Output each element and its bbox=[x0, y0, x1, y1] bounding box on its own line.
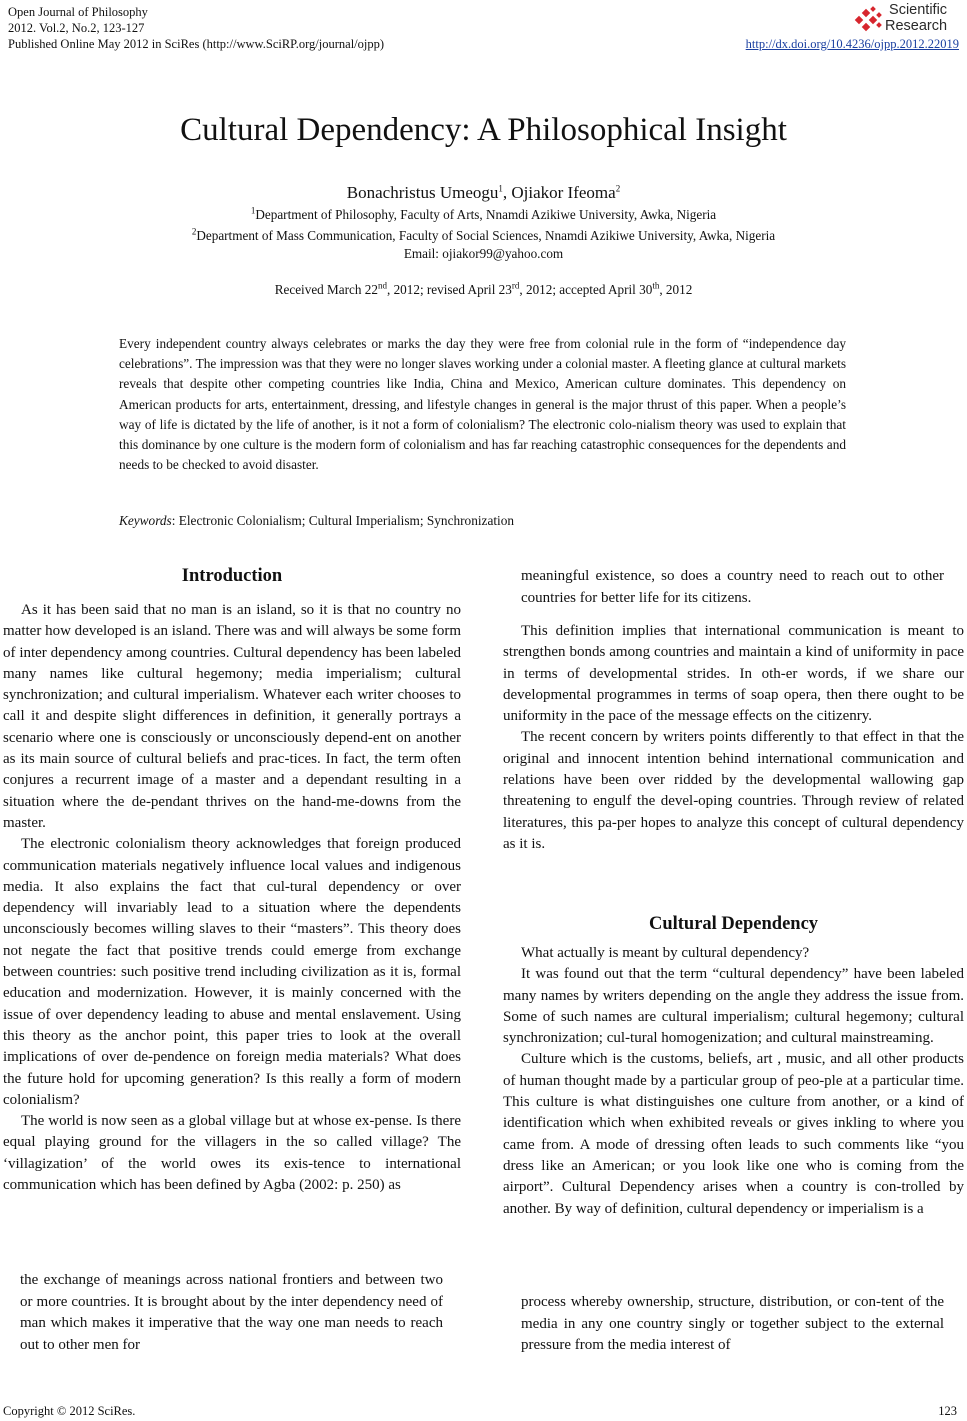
logo-line-1: Scientific bbox=[889, 2, 948, 18]
author-separator: , bbox=[502, 183, 512, 202]
affiliation-2 bbox=[0, 227, 967, 245]
affiliation-2-text: Department of Mass Communication, Faculty of Social Sciences, Nnamdi Azikiwe University, Awka, Nigeria bbox=[196, 228, 776, 243]
block-quote-agba-continued: meaningful existence, so does a country need to reach out to other countries for better life for its citizens. bbox=[521, 568, 944, 606]
author-2: Ojiakor Ifeoma bbox=[511, 183, 616, 202]
keywords-text: : Electronic Colonialism; Cultural Imperialism; Synchronization bbox=[171, 513, 515, 528]
paper-title: Cultural Dependency: A Philosophical Insight bbox=[180, 112, 787, 148]
right-paragraph-4: It was found out that the term “cultural dependency” have been labeled many names by writers depending on the angle they address the issue from. Some of such names are cultural imperialism; cultural hegemony; cultural synchronization; cul-tural homogenization; and cultural mainstreaming. bbox=[503, 966, 964, 1047]
keywords-label: Keywords bbox=[119, 513, 172, 528]
right-paragraph-2: The recent concern by writers points differently to that effect in that the original and innocent intention behind international communication and relations have been over ridded by the developmental wallowing gap threatening to engulf the devel-oping countries. Through review of related literatures, this pa-per hopes to analyze this concept of cultural dependency as it is. bbox=[503, 729, 964, 852]
intro-paragraph-2: The electronic colonialism theory acknowledges that foreign produced communication materials negatively influence local values and indigenous media. It also explains the fact that cul-tural dependency or over dependency will invariably lead to a situation where the dependents unconsciously becomes willing slaves to their “masters”. This theory does not negate the fact that positive trends could emerge from exchange between countries: such positive trend including civilization as it is, formal education and modernization. However, it is mainly concerned with the issue of over dependency leading to abuse and mental enslavement. Using this theory as the anchor point, this paper tries to look at the overall implications of over de-pendence on foreign media materials? What does the future hold for upcoming generation? Is this really a form of modern colonialism? bbox=[3, 836, 461, 1108]
page-number: 123 bbox=[938, 1404, 957, 1418]
right-column-top bbox=[503, 621, 964, 855]
received-sup: nd bbox=[377, 280, 387, 291]
block-quote-agba: the exchange of meanings across national frontiers and between two or more countries. It is brought about by the inter dependency need of man which makes it imperative that the way one man needs to reach out to other men for bbox=[20, 1272, 443, 1353]
keywords bbox=[119, 511, 846, 531]
author-list bbox=[0, 182, 967, 204]
affiliation-2-sup: 2 bbox=[191, 226, 197, 237]
affiliation-1 bbox=[0, 206, 967, 224]
right-column-bottom bbox=[503, 943, 964, 1220]
submission-dates bbox=[0, 280, 967, 300]
journal-volume: 2012. Vol.2, No.2, 123-127 bbox=[8, 21, 145, 35]
journal-header bbox=[8, 4, 384, 52]
journal-name: Open Journal of Philosophy bbox=[8, 5, 148, 19]
publication-info: Published Online May 2012 in SciRes (http://www.SciRP.org/journal/ojpp) bbox=[8, 37, 385, 51]
affiliation-1-sup: 1 bbox=[250, 205, 256, 216]
author-1: Bonachristus Umeogu bbox=[346, 183, 499, 202]
scientific-research-logo bbox=[853, 2, 959, 36]
right-paragraph-1: This definition implies that international communication is meant to strengthen bonds among countries and maintain a kind of uniformity in pace in terms of developmental strides. In oth-er words, if we share our developmental programmes in terms of soap opera, then there ought to be uniformity in the pace of the message effects on the citizenry. bbox=[503, 623, 964, 725]
abstract: Every independent country always celebrates or marks the day they were free from colonial rule in the form of “independence day celebrations”. The impression was that they were no longer slaves working under a colonial master. A fleeting glance at cultural markets reveals that despite other competing countries like India, China and Mexico, American culture dominates. This dependency on American products for arts, entertainment, dressing, and lifestyle changes in general is the major thrust of this paper. When a people’s way of life is dictated by the life of another, is it not a form of colonialism? The electronic colo-nialism theory was used to explain that this dominance by one culture is the modern form of colonialism and has far reaching catastrophic consequences for the dependents and needs to be checked to avoid disaster. bbox=[119, 336, 846, 473]
accepted-sup: th bbox=[652, 280, 660, 291]
right-paragraph-5: Culture which is the customs, beliefs, art , music, and all other products of human thought made by a particular group of peo-ple at a particular time. This culture is what distinguishes one culture from another, or a kind of identification which when exhibited reveals or gives inkling to where you came from. A mode of dressing often leads to such comments like “you dress like an American; or you look like one who is coming from the airport”. Cultural Dependency arises when a country is con-trolled by another. By way of definition, cultural dependency or imperialism is a bbox=[503, 1051, 964, 1217]
revised-sup: rd bbox=[511, 280, 520, 291]
block-quote-definition: process whereby ownership, structure, distribution, or con-tent of the media in any one country singly or together subject to the external pressure from the media interest of bbox=[521, 1294, 944, 1353]
section-heading-cultural-dependency: Cultural Dependency bbox=[648, 914, 819, 934]
intro-paragraph-1: As it has been said that no man is an island, so it is that no country no matter how developed is an island. There was and will always be some form of inter dependency among countries. Cultural dependency has been labeled many names like cultural hegemony; media imperialism; cultural synchronization; and cultural imperialism. Whatever each writer chooses to call it and despite slight differences in definition, it generally portrays a scenario where one is consciously or unconsciously depend-ent on another as its main source of cultural beliefs and prac-tices. In fact, the term often conjures a recurrent image of a master and a dependant resulting in a situation where the de-pendant thrives on the hand-me-downs from the master. bbox=[3, 602, 461, 831]
author-1-sup: 1 bbox=[498, 183, 503, 194]
intro-paragraph-3: The world is now seen as a global village but at whose ex-pense. Is there equal playing ground for the villagers in the so called village? The ‘villagization’ of the world owes its exis-tence to international communication which has been defined by Agba (2002: p. 250) as bbox=[3, 1113, 461, 1194]
scires-logo-icon bbox=[853, 5, 883, 35]
accepted-date: , 2012; accepted April 30 bbox=[519, 282, 653, 297]
right-paragraph-3: What actually is meant by cultural dependency? bbox=[521, 945, 810, 961]
doi-link[interactable]: http://dx.doi.org/10.4236/ojpp.2012.22019 bbox=[745, 37, 959, 51]
left-column bbox=[3, 600, 461, 1196]
received-date: Received March 22 bbox=[274, 282, 378, 297]
author-2-sup: 2 bbox=[615, 183, 621, 194]
affiliation-1-text: Department of Philosophy, Faculty of Arts, Nnamdi Azikiwe University, Awka, Nigeria bbox=[255, 207, 717, 222]
dates-end: , 2012 bbox=[659, 282, 693, 297]
logo-line-2: Research bbox=[885, 18, 948, 34]
author-email: Email: ojiakor99@yahoo.com bbox=[403, 246, 564, 261]
revised-date: , 2012; revised April 23 bbox=[386, 282, 512, 297]
copyright-notice: Copyright © 2012 SciRes. bbox=[3, 1404, 136, 1418]
section-heading-introduction: Introduction bbox=[181, 566, 283, 586]
logo-wordmark bbox=[885, 2, 947, 34]
